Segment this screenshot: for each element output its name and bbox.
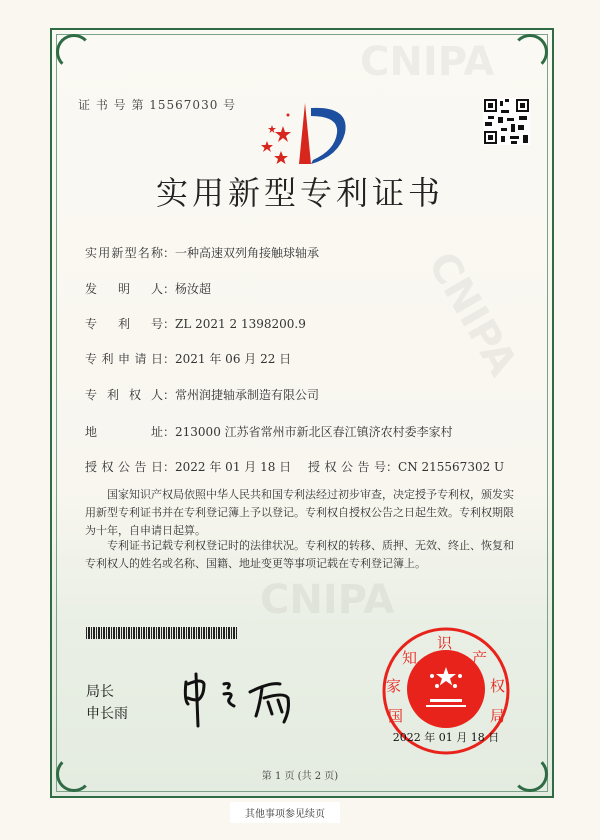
corner-ornament — [56, 34, 92, 70]
statement-paragraph: 专利证书记载专利权登记时的法律状况。专利权的转移、质押、无效、终止、恢复和专利权人的姓名或名称、国籍、地址变更等事项记载在专利登记簿上。 — [85, 539, 514, 570]
barcode — [86, 627, 238, 639]
watermark: CNIPA — [418, 244, 526, 384]
corner-ornament — [512, 34, 548, 70]
svg-text:产: 产 — [472, 649, 488, 667]
footer-note: 其他事项参见续页 — [230, 802, 340, 823]
document-title: 实用新型专利证书 — [155, 174, 444, 212]
seal-date: 2022 年 01 月 18 日 — [392, 731, 500, 744]
field-grant-date: 授权公告日：2022 年 01 月 18 日 — [85, 460, 292, 474]
statement-paragraph: 国家知识产权局依照中华人民共和国专利法经过初步审查，决定授予专利权，颁发实用新型专利证书并在专利登记簿上予以登记。专利权自授权公告之日起生效。专利权期限为十年，自申请日起算。 — [85, 488, 514, 537]
certificate-number: 证 书 号 第 15567030 号 — [78, 98, 237, 112]
watermark: CNIPA — [360, 39, 495, 85]
field-patentee: 专利权人：常州润捷轴承制造有限公司 — [85, 388, 320, 402]
signature — [180, 670, 310, 730]
field-grant-number: 授权公告号：CN 215567302 U — [308, 460, 505, 474]
field-patent-number: 专利号：ZL 2021 2 1398200.9 — [85, 317, 306, 331]
field-filing-date: 专利申请日：2021 年 06 月 22 日 — [85, 352, 292, 366]
watermark: CNIPA — [260, 577, 395, 623]
field-address: 地址：213000 江苏省常州市新北区春江镇济农村委李家村 — [85, 425, 453, 439]
official-seal — [380, 625, 512, 757]
svg-text:权: 权 — [490, 677, 506, 695]
qr-code — [483, 98, 530, 145]
signatory-title: 局长 — [86, 684, 114, 700]
cnipa-logo — [255, 98, 350, 168]
svg-text:局: 局 — [490, 707, 506, 725]
svg-text:知: 知 — [402, 649, 418, 667]
page-number: 第 1 页 (共 2 页) — [261, 771, 339, 782]
signatory-name: 申长雨 — [86, 706, 128, 722]
field-utility-model-name: 实用新型名称：一种高速双列角接触球轴承 — [85, 246, 320, 260]
field-inventor: 发明人：杨汝超 — [85, 282, 212, 296]
svg-text:识: 识 — [437, 634, 453, 652]
svg-text:国: 国 — [388, 707, 404, 725]
svg-text:家: 家 — [386, 677, 402, 695]
